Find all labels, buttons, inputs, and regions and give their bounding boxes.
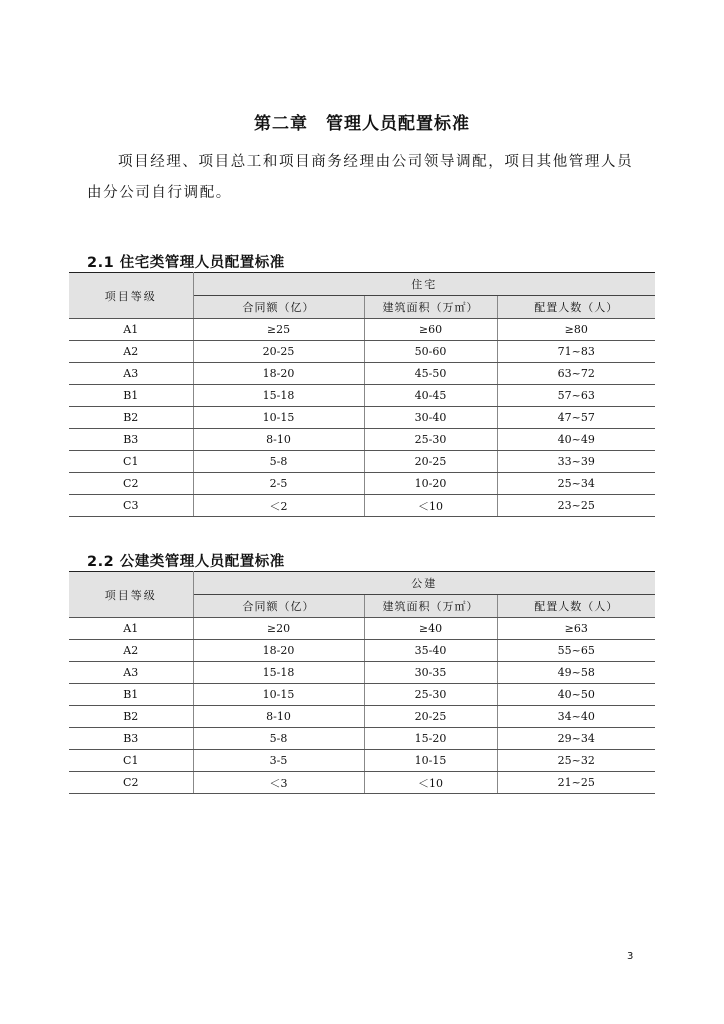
cell-staff-count: 40~49 (497, 429, 655, 451)
cell-contract-amount: 5-8 (193, 728, 364, 750)
cell-floor-area: ＜10 (364, 495, 497, 517)
cell-floor-area: ≥60 (364, 319, 497, 341)
header-contract-amount: 合同额（亿） (193, 296, 364, 319)
chapter-title: 第二章 管理人员配置标准 (254, 114, 470, 134)
cell-staff-count: 71~83 (497, 341, 655, 363)
cell-contract-amount: 2-5 (193, 473, 364, 495)
cell-floor-area: 35-40 (364, 640, 497, 662)
table-row (69, 319, 655, 341)
cell-project-level: C2 (69, 772, 193, 794)
cell-staff-count: 55~65 (497, 640, 655, 662)
cell-project-level: A3 (69, 662, 193, 684)
cell-contract-amount: 10-15 (193, 684, 364, 706)
table-row (69, 385, 655, 407)
cell-staff-count: 40~50 (497, 684, 655, 706)
cell-floor-area: 50-60 (364, 341, 497, 363)
cell-project-level: B3 (69, 728, 193, 750)
cell-project-level: C2 (69, 473, 193, 495)
table-row (69, 706, 655, 728)
header-contract-amount: 合同额（亿） (193, 595, 364, 618)
table-row (69, 750, 655, 772)
cell-contract-amount: 3-5 (193, 750, 364, 772)
cell-staff-count: 21~25 (497, 772, 655, 794)
table-row (69, 772, 655, 794)
cell-project-level: A1 (69, 319, 193, 341)
header-group-residential: 住宅 (193, 273, 655, 296)
table-row (69, 341, 655, 363)
cell-floor-area: ＜10 (364, 772, 497, 794)
cell-staff-count: 33~39 (497, 451, 655, 473)
cell-project-level: A1 (69, 618, 193, 640)
cell-project-level: B1 (69, 385, 193, 407)
cell-contract-amount: 5-8 (193, 451, 364, 473)
cell-project-level: A3 (69, 363, 193, 385)
cell-project-level: C3 (69, 495, 193, 517)
cell-staff-count: 47~57 (497, 407, 655, 429)
cell-project-level: A2 (69, 341, 193, 363)
cell-floor-area: 10-15 (364, 750, 497, 772)
cell-staff-count: 25~32 (497, 750, 655, 772)
cell-project-level: B3 (69, 429, 193, 451)
table-row (69, 728, 655, 750)
cell-contract-amount: 20-25 (193, 341, 364, 363)
table-row (69, 662, 655, 684)
cell-staff-count: 34~40 (497, 706, 655, 728)
residential-staffing-table (69, 272, 655, 517)
cell-staff-count: 49~58 (497, 662, 655, 684)
cell-contract-amount: 18-20 (193, 640, 364, 662)
header-floor-area: 建筑面积（万㎡） (364, 296, 497, 319)
cell-contract-amount: 10-15 (193, 407, 364, 429)
cell-staff-count: ≥63 (497, 618, 655, 640)
cell-floor-area: 20-25 (364, 451, 497, 473)
cell-staff-count: 63~72 (497, 363, 655, 385)
cell-contract-amount: 8-10 (193, 429, 364, 451)
section-title-public: 2.2 公建类管理人员配置标准 (87, 554, 285, 570)
table-row (69, 618, 655, 640)
header-staff-count: 配置人数（人） (497, 595, 655, 618)
cell-project-level: C1 (69, 451, 193, 473)
section-title-residential: 2.1 住宅类管理人员配置标准 (87, 255, 285, 271)
header-staff-count: 配置人数（人） (497, 296, 655, 319)
cell-floor-area: 45-50 (364, 363, 497, 385)
cell-staff-count: 25~34 (497, 473, 655, 495)
header-project-level: 项目等级 (69, 572, 193, 618)
cell-floor-area: ≥40 (364, 618, 497, 640)
cell-staff-count: 23~25 (497, 495, 655, 517)
cell-staff-count: 29~34 (497, 728, 655, 750)
cell-contract-amount: ＜3 (193, 772, 364, 794)
cell-staff-count: 57~63 (497, 385, 655, 407)
table-row (69, 640, 655, 662)
cell-floor-area: 40-45 (364, 385, 497, 407)
cell-floor-area: 10-20 (364, 473, 497, 495)
cell-project-level: B1 (69, 684, 193, 706)
page-number: 3 (627, 951, 634, 962)
cell-staff-count: ≥80 (497, 319, 655, 341)
cell-contract-amount: 18-20 (193, 363, 364, 385)
table-row (69, 451, 655, 473)
public-building-staffing-table (69, 571, 655, 794)
table-row (69, 495, 655, 517)
cell-floor-area: 30-40 (364, 407, 497, 429)
cell-floor-area: 15-20 (364, 728, 497, 750)
cell-contract-amount: ≥25 (193, 319, 364, 341)
table-row (69, 363, 655, 385)
header-group-public: 公建 (193, 572, 655, 595)
cell-contract-amount: ≥20 (193, 618, 364, 640)
cell-floor-area: 25-30 (364, 684, 497, 706)
cell-contract-amount: ＜2 (193, 495, 364, 517)
cell-project-level: B2 (69, 706, 193, 728)
cell-contract-amount: 15-18 (193, 662, 364, 684)
cell-project-level: A2 (69, 640, 193, 662)
cell-floor-area: 20-25 (364, 706, 497, 728)
cell-project-level: C1 (69, 750, 193, 772)
table-row (69, 407, 655, 429)
intro-paragraph: 项目经理、项目总工和项目商务经理由公司领导调配，项目其他管理人员由分公司自行调配。 (87, 154, 634, 201)
cell-floor-area: 25-30 (364, 429, 497, 451)
header-project-level: 项目等级 (69, 273, 193, 319)
table-row (69, 684, 655, 706)
table-row (69, 473, 655, 495)
cell-floor-area: 30-35 (364, 662, 497, 684)
cell-project-level: B2 (69, 407, 193, 429)
cell-contract-amount: 15-18 (193, 385, 364, 407)
table-row (69, 429, 655, 451)
header-floor-area: 建筑面积（万㎡） (364, 595, 497, 618)
cell-contract-amount: 8-10 (193, 706, 364, 728)
